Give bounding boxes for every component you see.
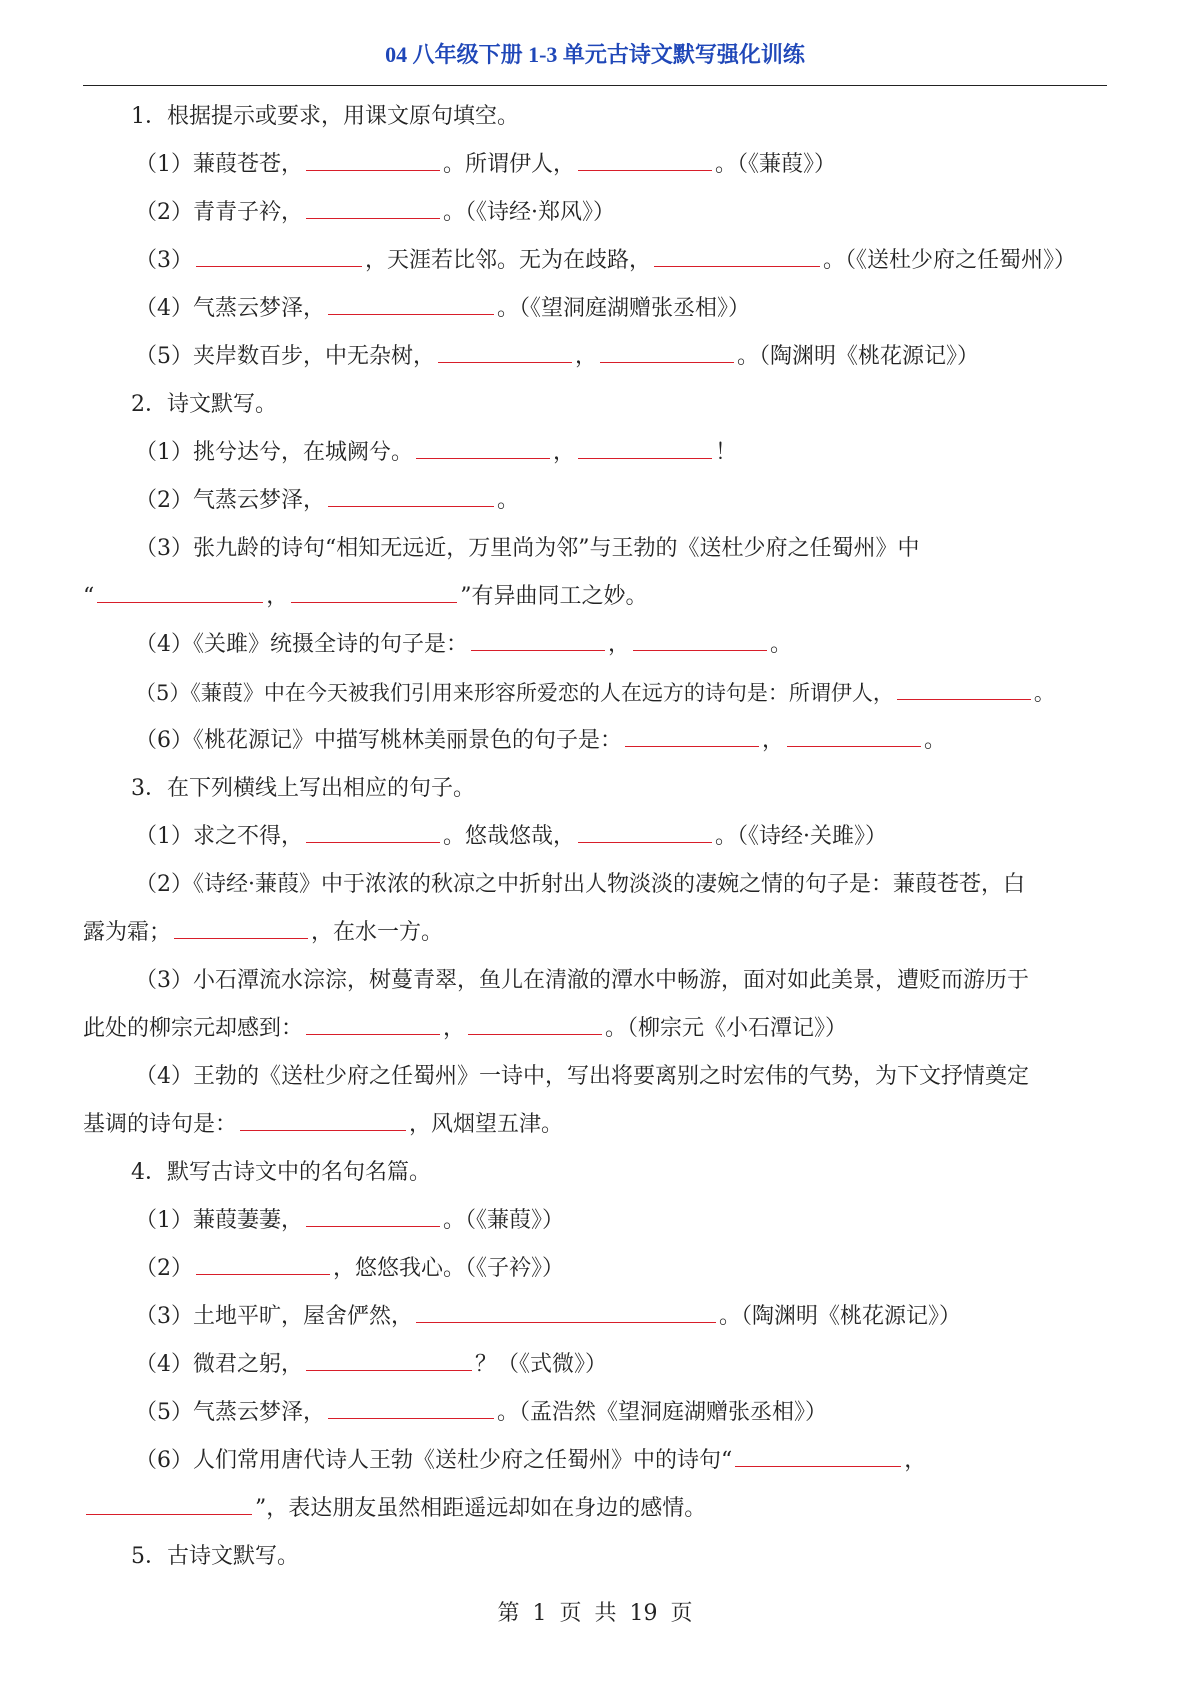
- answer-blank[interactable]: [240, 1120, 406, 1131]
- q1-item-4: （4）气蒸云梦泽， 。（《望洞庭湖赠张丞相》）: [135, 296, 751, 321]
- q1-item-5: （5）夹岸数百步，中无杂树， ， 。（陶渊明《桃花源记》）: [135, 344, 980, 369]
- answer-blank[interactable]: [306, 208, 440, 219]
- question-3-stem: 3．在下列横线上写出相应的句子。: [131, 776, 475, 801]
- answer-blank[interactable]: [578, 448, 712, 459]
- q1-item-3: （3） ，天涯若比邻。无为在歧路， 。（《送杜少府之任蜀州》）: [135, 248, 1077, 273]
- q3-item-4-cont: 基调的诗句是： ，风烟望五津。: [83, 1112, 564, 1137]
- q4-item-5: （5）气蒸云梦泽， 。（孟浩然《望洞庭湖赠张丞相》）: [135, 1400, 828, 1425]
- answer-blank[interactable]: [328, 496, 494, 507]
- answer-blank[interactable]: [416, 1312, 716, 1323]
- q3-item-2-cont: 露为霜； ，在水一方。: [83, 920, 444, 945]
- answer-blank[interactable]: [306, 1216, 440, 1227]
- page-number: 第 1 页 共 19 页: [497, 1601, 693, 1626]
- answer-blank[interactable]: [600, 352, 734, 363]
- answer-blank[interactable]: [471, 640, 605, 651]
- answer-blank[interactable]: [438, 352, 572, 363]
- q2-item-4: （4）《关雎》统摄全诗的句子是： ， 。: [135, 632, 793, 657]
- answer-blank[interactable]: [468, 1024, 602, 1035]
- answer-blank[interactable]: [578, 160, 712, 171]
- question-2-stem: 2．诗文默写。: [131, 392, 277, 417]
- q3-item-1: （1）求之不得， 。悠哉悠哉， 。（《诗经·关雎》）: [135, 824, 888, 849]
- q1-item-1: （1）蒹葭苍苍， 。所谓伊人， 。（《蒹葭》）: [135, 152, 837, 177]
- answer-blank[interactable]: [735, 1456, 901, 1467]
- q3-item-3-cont: 此处的柳宗元却感到： ， 。（柳宗元《小石潭记》）: [83, 1016, 848, 1041]
- q2-item-6: （6）《桃花源记》中描写桃林美丽景色的句子是： ， 。: [135, 728, 947, 753]
- q3-item-3: （3）小石潭流水淙淙，树蔓青翠，鱼儿在清澈的潭水中畅游，面对如此美景，遭贬而游历于: [135, 968, 1030, 993]
- q2-item-5: （5）《蒹葭》中在今天被我们引用来形容所爱恋的人在远方的诗句是：所谓伊人， 。: [135, 681, 1055, 705]
- answer-blank[interactable]: [787, 736, 921, 747]
- answer-blank[interactable]: [196, 256, 362, 267]
- answer-blank[interactable]: [291, 592, 457, 603]
- header-rule: [83, 85, 1107, 86]
- q4-item-3: （3）土地平旷，屋舍俨然， 。（陶渊明《桃花源记》）: [135, 1304, 962, 1329]
- q3-item-2: （2）《诗经·蒹葭》中于浓浓的秋凉之中折射出人物淡淡的凄婉之情的句子是：蒹葭苍苍，白: [135, 872, 1025, 897]
- answer-blank[interactable]: [97, 592, 263, 603]
- answer-blank[interactable]: [633, 640, 767, 651]
- q4-item-6: （6）人们常用唐代诗人王勃《送杜少府之任蜀州》中的诗句“ ，: [135, 1448, 927, 1473]
- answer-blank[interactable]: [174, 928, 308, 939]
- document-title: 04 八年级下册 1-3 单元古诗文默写强化训练: [385, 42, 805, 67]
- q2-item-3: （3）张九龄的诗句“相知无远近，万里尚为邻”与王勃的《送杜少府之任蜀州》中: [135, 536, 920, 561]
- q2-item-2: （2）气蒸云梦泽， 。: [135, 488, 520, 513]
- q4-item-1: （1）蒹葭萋萋， 。（《蒹葭》）: [135, 1208, 565, 1233]
- q1-item-2: （2）青青子衿， 。（《诗经·郑风》）: [135, 200, 615, 225]
- answer-blank[interactable]: [578, 832, 712, 843]
- q4-item-4: （4）微君之躬， ？（《式微》）: [135, 1352, 608, 1377]
- answer-blank[interactable]: [625, 736, 759, 747]
- answer-blank[interactable]: [897, 689, 1031, 700]
- answer-blank[interactable]: [306, 1024, 440, 1035]
- answer-blank[interactable]: [306, 832, 440, 843]
- answer-blank[interactable]: [654, 256, 820, 267]
- answer-blank[interactable]: [196, 1264, 330, 1275]
- q4-item-6-cont: ”，表达朋友虽然相距遥远却如在身边的感情。: [83, 1485, 1107, 1533]
- answer-blank[interactable]: [416, 448, 550, 459]
- q3-item-4: （4）王勃的《送杜少府之任蜀州》一诗中，写出将要离别之时宏伟的气势，为下文抒情奠定: [135, 1064, 1030, 1089]
- question-4-stem: 4．默写古诗文中的名句名篇。: [131, 1160, 431, 1185]
- q2-item-1: （1）挑兮达兮，在城阙兮。 ， ！: [135, 440, 738, 465]
- question-5-stem: 5．古诗文默写。: [131, 1544, 299, 1569]
- q4-item-2: （2） ，悠悠我心。（《子衿》）: [135, 1256, 565, 1281]
- answer-blank[interactable]: [328, 304, 494, 315]
- answer-blank[interactable]: [306, 1360, 472, 1371]
- exercise-content: [83, 93, 1107, 1581]
- question-1-stem: 1．根据提示或要求，用课文原句填空。: [131, 104, 519, 129]
- q2-item-3-cont: “ ， ”有异曲同工之妙。: [83, 584, 648, 609]
- answer-blank[interactable]: [306, 160, 440, 171]
- answer-blank[interactable]: [328, 1408, 494, 1419]
- answer-blank[interactable]: [86, 1504, 252, 1515]
